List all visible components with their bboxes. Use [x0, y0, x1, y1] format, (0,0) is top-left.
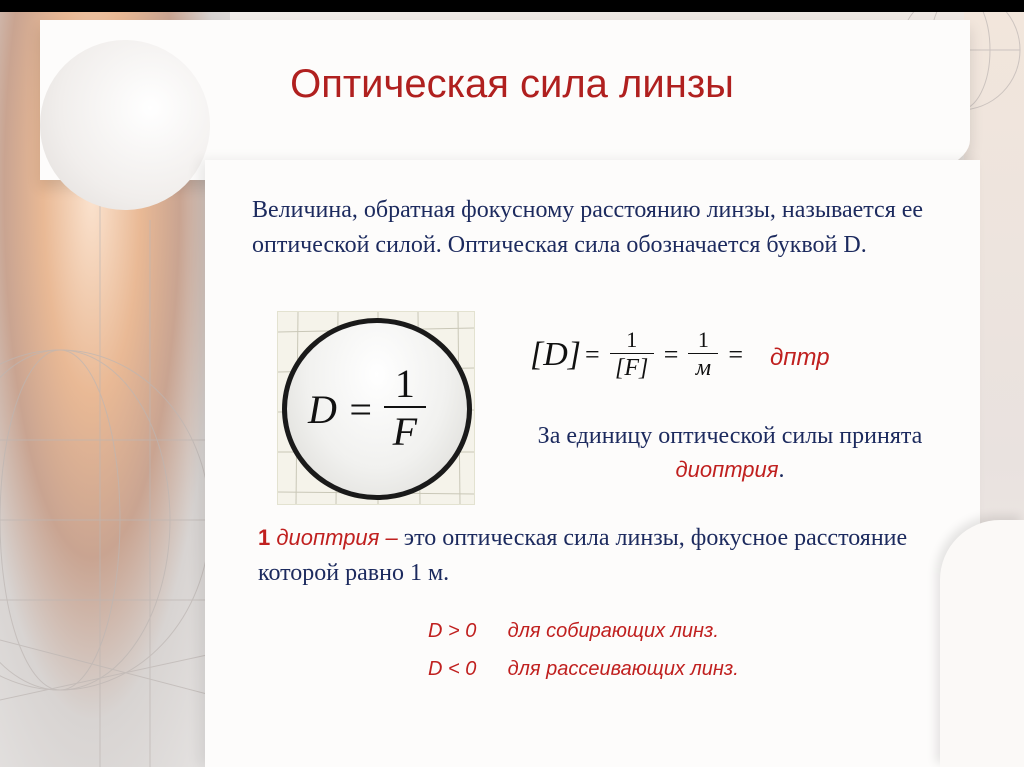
- equals-sign: =: [663, 339, 679, 369]
- rule-converging: [428, 620, 719, 643]
- lens-formula-numerator: 1: [394, 361, 415, 406]
- unit-fraction-2-denominator: м: [695, 355, 712, 381]
- unit-name: дптр: [770, 344, 830, 371]
- equals-sign: =: [585, 339, 600, 369]
- diopter-number: 1: [258, 525, 271, 550]
- slide-title: Оптическая сила линзы: [290, 62, 734, 106]
- rule-symbol: D < 0: [428, 658, 477, 680]
- paper-right-curl: [940, 520, 1024, 767]
- rule-symbol: D > 0: [428, 620, 477, 642]
- rule-text: для собирающих линз.: [507, 620, 719, 642]
- top-black-bar: [0, 0, 1024, 12]
- diopter-dash: –: [385, 525, 398, 550]
- lens-formula: [308, 362, 426, 456]
- diopter-definition-text: это оптическая сила линзы, фокусное расстояние которой равно 1 м.: [258, 525, 908, 586]
- lens-illustration: [277, 311, 475, 505]
- diopter-definition: [258, 520, 938, 591]
- unit-fraction-1-denominator: [F]: [615, 355, 649, 381]
- unit-fraction-1-numerator: 1: [626, 327, 638, 352]
- lens-formula-fraction: [384, 362, 426, 456]
- rule-text: для рассеивающих линз.: [507, 658, 739, 680]
- diopter-definition-lead: [258, 525, 398, 550]
- unit-fraction-2-numerator: 1: [697, 327, 709, 352]
- unit-sentence-text: За единицу оптической силы принята: [537, 423, 923, 449]
- unit-sentence-end: .: [778, 457, 785, 483]
- unit-fraction-2: [688, 327, 718, 382]
- lens-formula-lhs: D =: [308, 386, 374, 432]
- definition-text: Величина, обратная фокусному расстоянию линзы, называется ее оптической силой. Оптическая сила обозначается буквой D.: [252, 197, 924, 258]
- unit-fraction-1: [610, 327, 654, 382]
- unit-formula-bracket-d: [D]: [530, 335, 582, 373]
- diopter-term: диоптрия: [276, 525, 380, 550]
- unit-formula: [530, 327, 747, 382]
- unit-sentence-highlight: диоптрия: [675, 457, 779, 482]
- equals-sign: =: [728, 339, 744, 369]
- lens-formula-denominator: F: [392, 409, 418, 454]
- unit-sentence: [490, 420, 970, 487]
- rule-diverging: [428, 658, 739, 681]
